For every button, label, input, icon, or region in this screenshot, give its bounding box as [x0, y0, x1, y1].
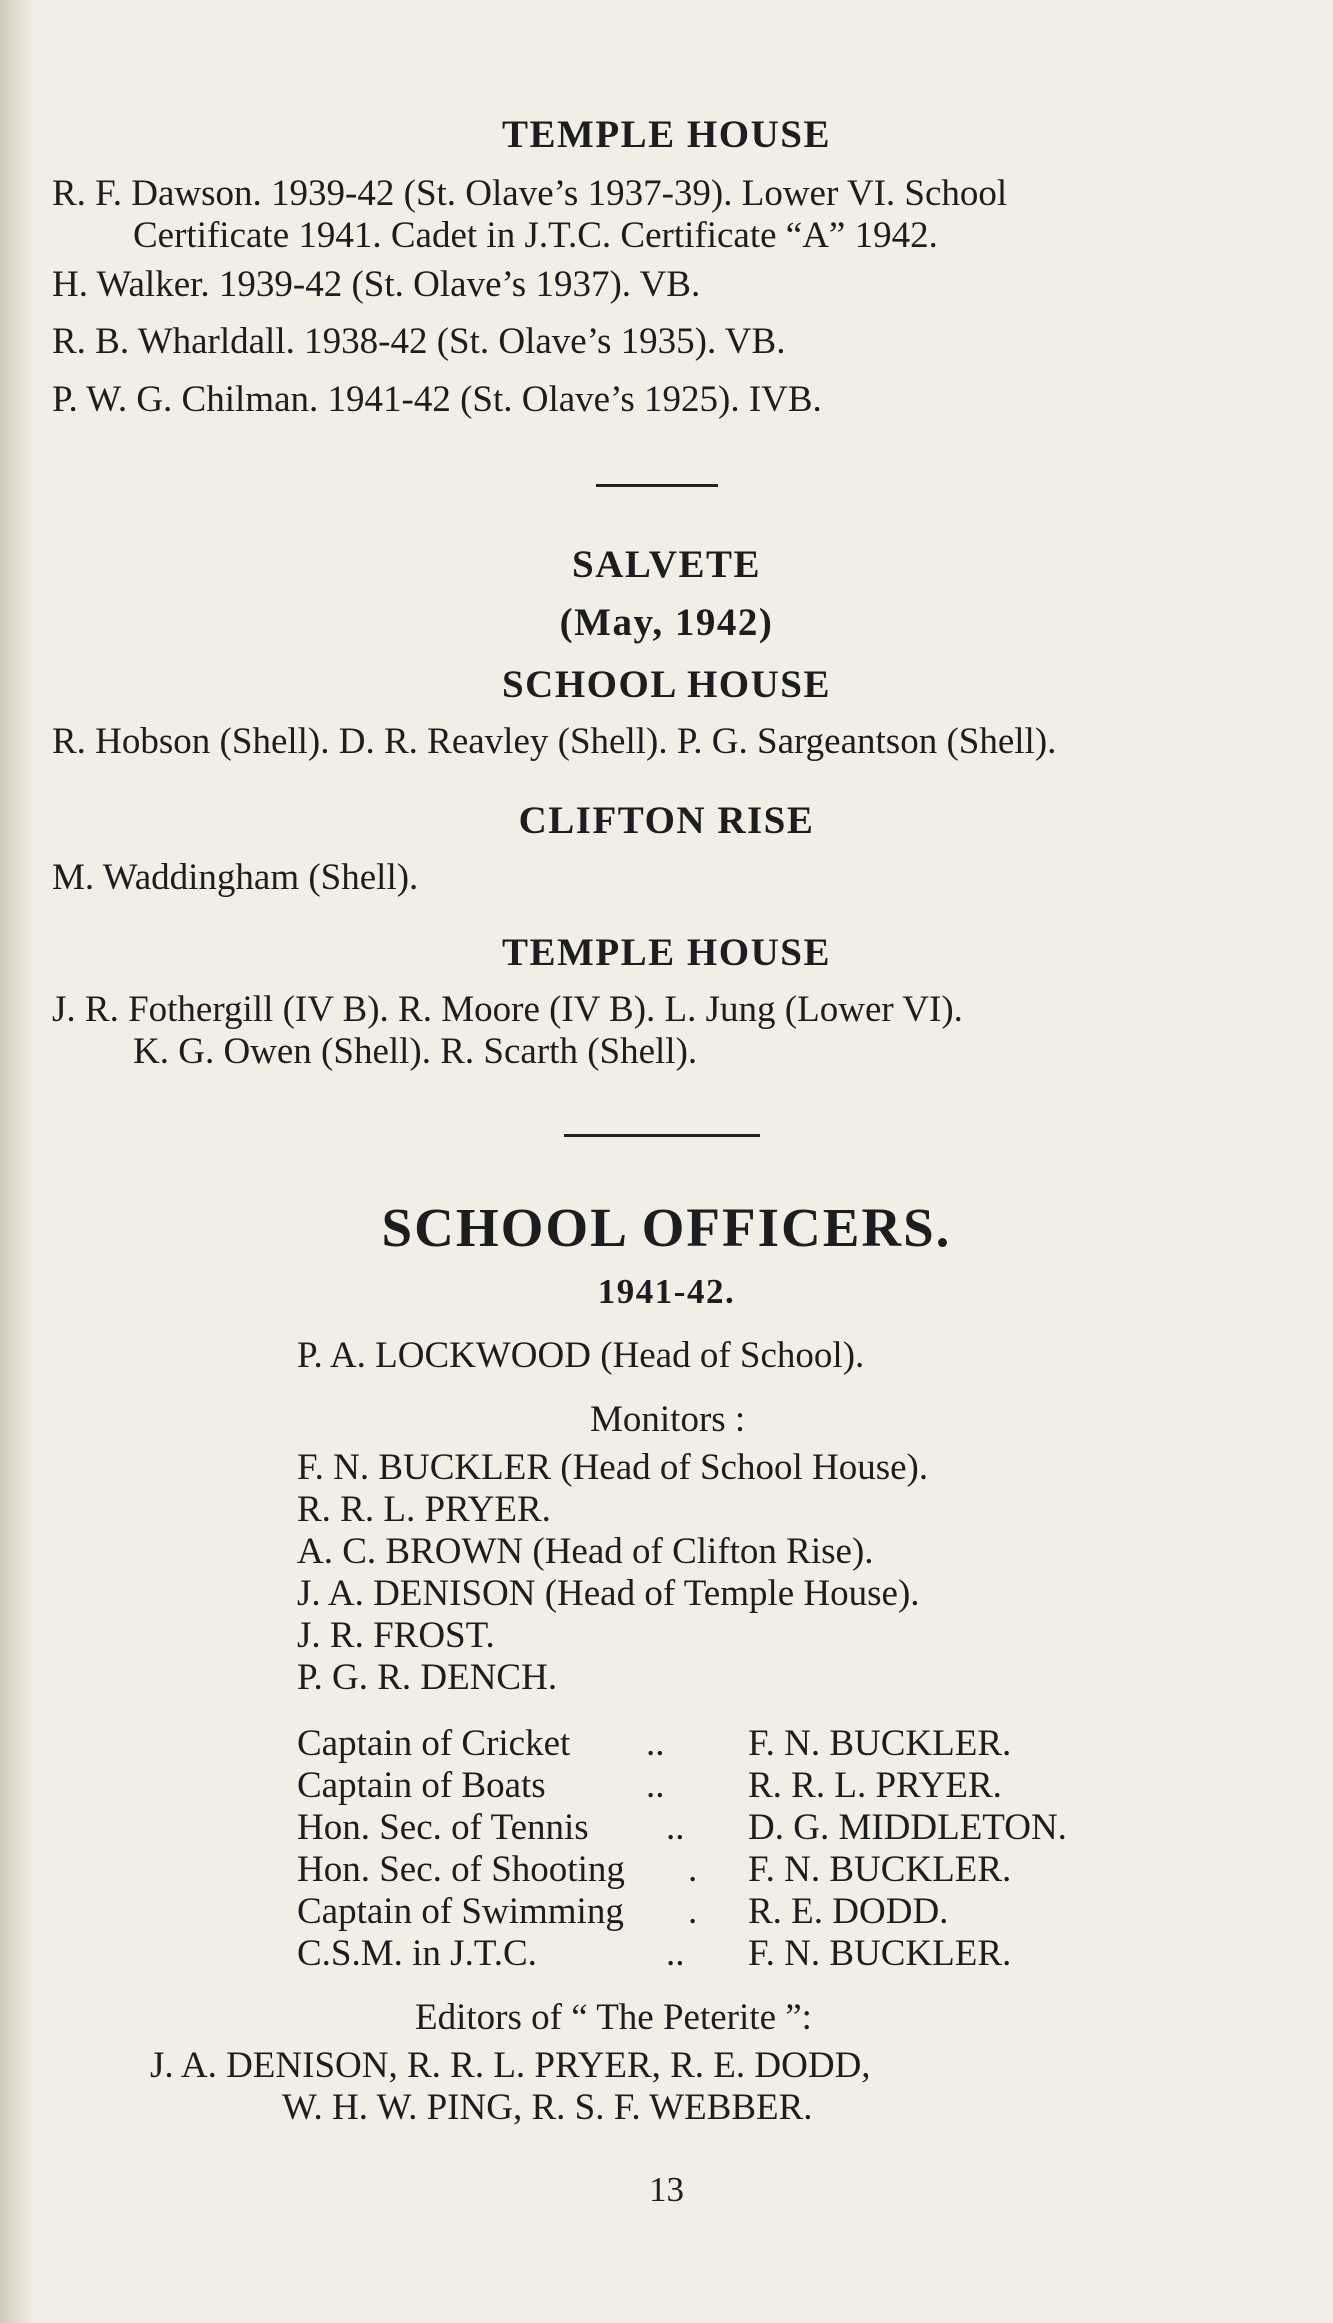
- captain-role: C.S.M. in J.T.C.: [297, 1933, 537, 1974]
- monitor-item: F. N. BUCKLER (Head of School House).: [297, 1447, 929, 1488]
- captain-name: F. N. BUCKLER.: [748, 1849, 1012, 1890]
- monitors-label: Monitors :: [590, 1399, 746, 1440]
- monitor-item: P. G. R. DENCH.: [297, 1657, 558, 1698]
- captain-name: R. R. L. PRYER.: [748, 1765, 1002, 1806]
- captain-dots: ..: [666, 1933, 685, 1974]
- section-divider: [564, 1134, 760, 1137]
- captain-name: F. N. BUCKLER.: [748, 1933, 1012, 1974]
- entry-chilman: P. W. G. Chilman. 1941-42 (St. Olave’s 1925). IVB.: [52, 379, 822, 420]
- captain-role: Captain of Swimming: [297, 1891, 624, 1932]
- captain-dots: ..: [666, 1807, 685, 1848]
- captain-role: Hon. Sec. of Shooting: [297, 1849, 625, 1890]
- officers-title: SCHOOL OFFICERS.: [381, 1197, 952, 1258]
- subheading-school-house: SCHOOL HOUSE: [501, 663, 831, 706]
- captain-role: Captain of Cricket: [297, 1723, 571, 1764]
- captain-dots: ..: [646, 1723, 665, 1764]
- salvete-date: (May, 1942): [559, 601, 774, 644]
- captain-dots: ..: [646, 1765, 665, 1806]
- monitor-item: R. R. L. PRYER.: [297, 1489, 551, 1530]
- monitor-item: J. A. DENISON (Head of Temple House).: [297, 1573, 920, 1614]
- subheading-temple-house: TEMPLE HOUSE: [502, 931, 831, 974]
- captain-dots: .: [688, 1891, 698, 1932]
- section-heading-salvete: SALVETE: [572, 543, 761, 586]
- entry-dawson-line1: R. F. Dawson. 1939-42 (St. Olave’s 1937-39). Lower VI. School: [52, 173, 1008, 214]
- school-house-entries: R. Hobson (Shell). D. R. Reavley (Shell). P. G. Sargeantson (Shell).: [52, 721, 1057, 762]
- head-of-school: P. A. LOCKWOOD (Head of School).: [297, 1335, 865, 1376]
- section-heading-temple-house: TEMPLE HOUSE: [502, 113, 831, 156]
- entry-walker: H. Walker. 1939-42 (St. Olave’s 1937). VB.: [52, 264, 701, 305]
- captain-name: D. G. MIDDLETON.: [748, 1807, 1067, 1848]
- monitor-item: A. C. BROWN (Head of Clifton Rise).: [297, 1531, 874, 1572]
- temple-house-entries-line2: K. G. Owen (Shell). R. Scarth (Shell).: [133, 1031, 698, 1072]
- captain-dots: .: [688, 1849, 698, 1890]
- entry-dawson-line2: Certificate 1941. Cadet in J.T.C. Certificate “A” 1942.: [133, 215, 938, 256]
- page-number: 13: [649, 2170, 684, 2209]
- editors-line2: W. H. W. PING, R. S. F. WEBBER.: [282, 2087, 813, 2128]
- editors-label: Editors of “ The Peterite ”:: [415, 1997, 812, 2038]
- subheading-clifton-rise: CLIFTON RISE: [518, 799, 815, 842]
- monitor-item: J. R. FROST.: [297, 1615, 495, 1656]
- editors-line1: J. A. DENISON, R. R. L. PRYER, R. E. DODD,: [150, 2045, 871, 2086]
- captain-role: Hon. Sec. of Tennis: [297, 1807, 589, 1848]
- clifton-rise-entries: M. Waddingham (Shell).: [52, 857, 419, 898]
- section-divider: [596, 484, 718, 487]
- captain-role: Captain of Boats: [297, 1765, 546, 1806]
- entry-wharldall: R. B. Wharldall. 1938-42 (St. Olave’s 1935). VB.: [52, 321, 786, 362]
- page-gutter-shadow: [0, 0, 34, 2323]
- officers-year: 1941-42.: [597, 1272, 736, 1311]
- captain-name: F. N. BUCKLER.: [748, 1723, 1012, 1764]
- captain-name: R. E. DODD.: [748, 1891, 949, 1932]
- temple-house-entries-line1: J. R. Fothergill (IV B). R. Moore (IV B). L. Jung (Lower VI).: [52, 989, 963, 1030]
